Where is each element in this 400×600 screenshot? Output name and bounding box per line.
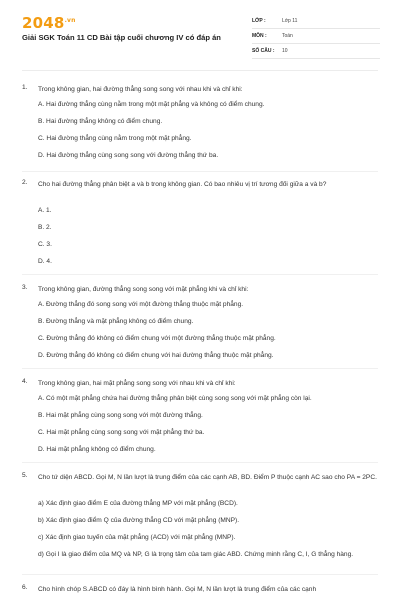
- logo-suffix: .vn: [64, 17, 76, 24]
- option-d[interactable]: D. Hai mặt phẳng không có điểm chung.: [38, 446, 156, 453]
- option-a[interactable]: A. Hai đường thẳng cùng nằm trong một mặt phẳng và không có điểm chung.: [38, 101, 265, 108]
- part-b: b) Xác định giao điểm Q của đường thẳng CD với mặt phẳng (MNP).: [38, 517, 240, 524]
- question-divider: [22, 171, 378, 172]
- logo-text: 2048: [22, 14, 65, 32]
- question-text: Trong không gian, hai đường thẳng song song với nhau khi và chỉ khi:: [38, 86, 243, 93]
- document-title: Giải SGK Toán 11 CD Bài tập cuối chương IV có đáp án: [22, 33, 221, 42]
- question-number: 1.: [22, 84, 28, 91]
- question-number: 2.: [22, 179, 28, 186]
- question-number: 6.: [22, 584, 28, 591]
- option-c[interactable]: C. Đường thẳng đó không có điểm chung với một đường thẳng thuộc mặt phẳng.: [38, 335, 276, 342]
- question-text: Cho tứ diện ABCD. Gọi M, N lần lượt là trung điểm của các cạnh AB, BD. Điểm P thuộc cạnh AC sao cho PA = 2PC.: [38, 474, 377, 481]
- meta-row-count: [252, 44, 380, 59]
- meta-value: Toán: [282, 33, 293, 39]
- question-divider: [22, 368, 378, 369]
- option-b[interactable]: B. Hai đường thẳng không có điểm chung.: [38, 118, 163, 125]
- question-divider: [22, 574, 378, 575]
- meta-label: SỐ CÂU :: [252, 48, 275, 54]
- meta-label: MÔN :: [252, 33, 267, 39]
- question-divider: [22, 462, 378, 463]
- meta-value: Lớp 11: [282, 18, 298, 24]
- question-text: Cho hai đường thẳng phân biệt a và b trong không gian. Có bao nhiêu vị trí tương đối giữa a và b?: [38, 181, 327, 188]
- site-logo[interactable]: [22, 14, 76, 32]
- option-b[interactable]: B. Hai mặt phẳng cùng song song với một đường thẳng.: [38, 412, 203, 419]
- question-text: Cho hình chóp S.ABCD có đáy là hình bình hành. Gọi M, N lần lượt là trung điểm của các cạnh: [38, 586, 317, 593]
- option-c[interactable]: C. Hai đường thẳng cùng nằm trong một mặt phẳng.: [38, 135, 192, 142]
- question-text: Trong không gian, hai mặt phẳng song song với nhau khi và chỉ khi:: [38, 380, 236, 387]
- meta-row-class: [252, 14, 380, 29]
- option-d[interactable]: D. 4.: [38, 258, 52, 265]
- option-c[interactable]: C. 3.: [38, 241, 52, 248]
- document-meta: [252, 14, 380, 59]
- option-d[interactable]: D. Hai đường thẳng cùng song song với đường thẳng thứ ba.: [38, 152, 219, 159]
- part-c: c) Xác định giao tuyến của mặt phẳng (ACD) với mặt phẳng (MNP).: [38, 534, 236, 541]
- header-divider: [22, 70, 378, 71]
- option-c[interactable]: C. Hai mặt phẳng cùng song song với mặt phẳng thứ ba.: [38, 429, 205, 436]
- option-b[interactable]: B. Đường thẳng và mặt phẳng không có điểm chung.: [38, 318, 194, 325]
- part-a: a) Xác định giao điểm E của đường thẳng MP với mặt phẳng (BCD).: [38, 500, 238, 507]
- option-d[interactable]: D. Đường thẳng đó không có điểm chung với hai đường thẳng thuộc mặt phẳng.: [38, 352, 274, 359]
- meta-label: LỚP :: [252, 18, 266, 24]
- meta-value: 10: [282, 48, 288, 54]
- part-d: d) Gọi I là giao điểm của MQ và NP, G là trọng tâm của tam giác ABD. Chứng minh rằng C, I, G thẳng hàng.: [38, 551, 354, 558]
- question-divider: [22, 274, 378, 275]
- meta-row-subject: [252, 29, 380, 44]
- question-number: 3.: [22, 284, 28, 291]
- question-number: 4.: [22, 378, 28, 385]
- option-b[interactable]: B. 2.: [38, 224, 52, 231]
- option-a[interactable]: A. 1.: [38, 207, 52, 214]
- document-header: [0, 0, 400, 66]
- question-number: 5.: [22, 472, 28, 479]
- option-a[interactable]: A. Đường thẳng đó song song với một đường thẳng thuộc mặt phẳng.: [38, 301, 244, 308]
- question-text: Trong không gian, đường thẳng song song với mặt phẳng khi và chỉ khi:: [38, 286, 249, 293]
- option-a[interactable]: A. Có một mặt phẳng chứa hai đường thẳng phân biệt cùng song song với mặt phẳng còn lại.: [38, 395, 312, 402]
